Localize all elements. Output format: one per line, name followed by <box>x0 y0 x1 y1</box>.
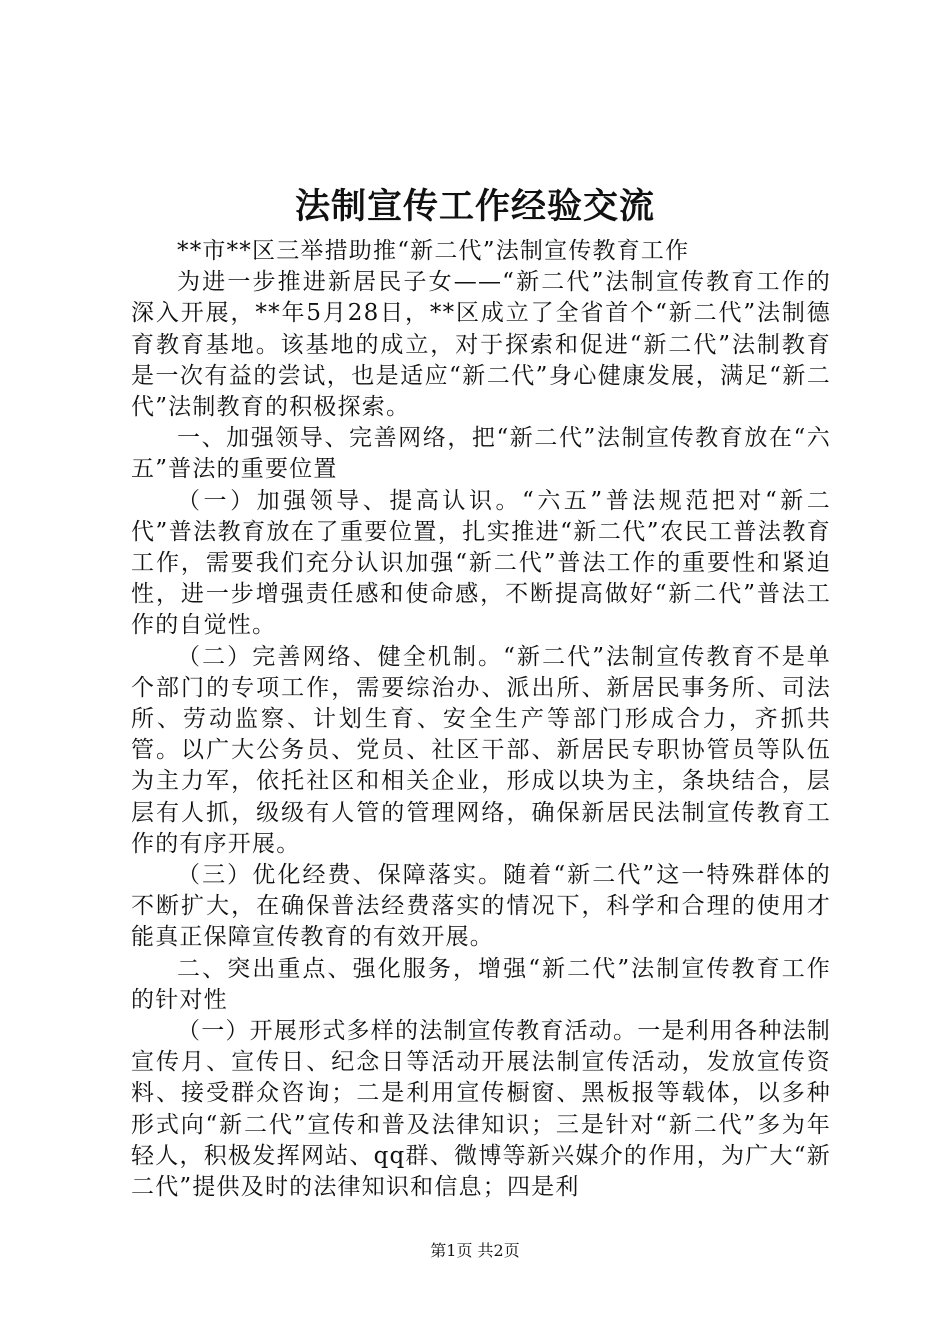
body-paragraph: 为进一步推进新居民子女——“新二代”法制宣传教育工作的深入开展，**年5月28日，**区成立了全省首个“新二代”法制德育教育基地。该基地的成立，对于探索和促进“新二代”法制教育是一次有益的尝试，也是适应“新二代”身心健康发展，满足“新二代”法制教育的积极探索。 <box>131 269 831 421</box>
document-body <box>131 236 831 1203</box>
subtitle-paragraph: **市**区三举措助推“新二代”法制宣传教育工作 <box>177 238 690 264</box>
body-paragraph: （三）优化经费、保障落实。随着“新二代”这一特殊群体的不断扩大，在确保普法经费落实的情况下，科学和合理的使用才能真正保障宣传教育的有效开展。 <box>131 862 831 951</box>
body-paragraph: （二）完善网络、健全机制。“新二代”法制宣传教育不是单个部门的专项工作，需要综治办、派出所、新居民事务所、司法所、劳动监察、计划生育、安全生产等部门形成合力，齐抓共管。以广大公务员、党员、社区干部、新居民专职协管员等队伍为主力军，依托社区和相关企业，形成以块为主，条块结合，层层有人抓，级级有人管的管理网络，确保新居民法制宣传教育工作的有序开展。 <box>131 643 831 857</box>
document-title: 法制宣传工作经验交流 <box>294 186 655 227</box>
body-paragraph: （一）开展形式多样的法制宣传教育活动。一是利用各种法制宣传月、宣传日、纪念日等活动开展法制宣传活动，发放宣传资料、接受群众咨询；二是利用宣传橱窗、黑板报等载体，以多种形式向“新二代”宣传和普及法律知识；三是针对“新二代”多为年轻人，积极发挥网站、qq群、微博等新兴媒介的作用，为广大“新二代”提供及时的法律知识和信息；四是利 <box>131 1018 831 1201</box>
body-paragraph: （一）加强领导、提高认识。“六五”普法规范把对“新二代”普法教育放在了重要位置，扎实推进“新二代”农民工普法教育工作，需要我们充分认识加强“新二代”普法工作的重要性和紧迫性，进一步增强责任感和使命感，不断提高做好“新二代”普法工作的自觉性。 <box>131 487 831 639</box>
section-heading: 二、突出重点、强化服务，增强“新二代”法制宣传教育工作的针对性 <box>131 955 831 1013</box>
section-heading: 一、加强领导、完善网络，把“新二代”法制宣传教育放在“六五”普法的重要位置 <box>131 425 831 483</box>
page-footer: 第1页 共2页 <box>430 1241 520 1260</box>
